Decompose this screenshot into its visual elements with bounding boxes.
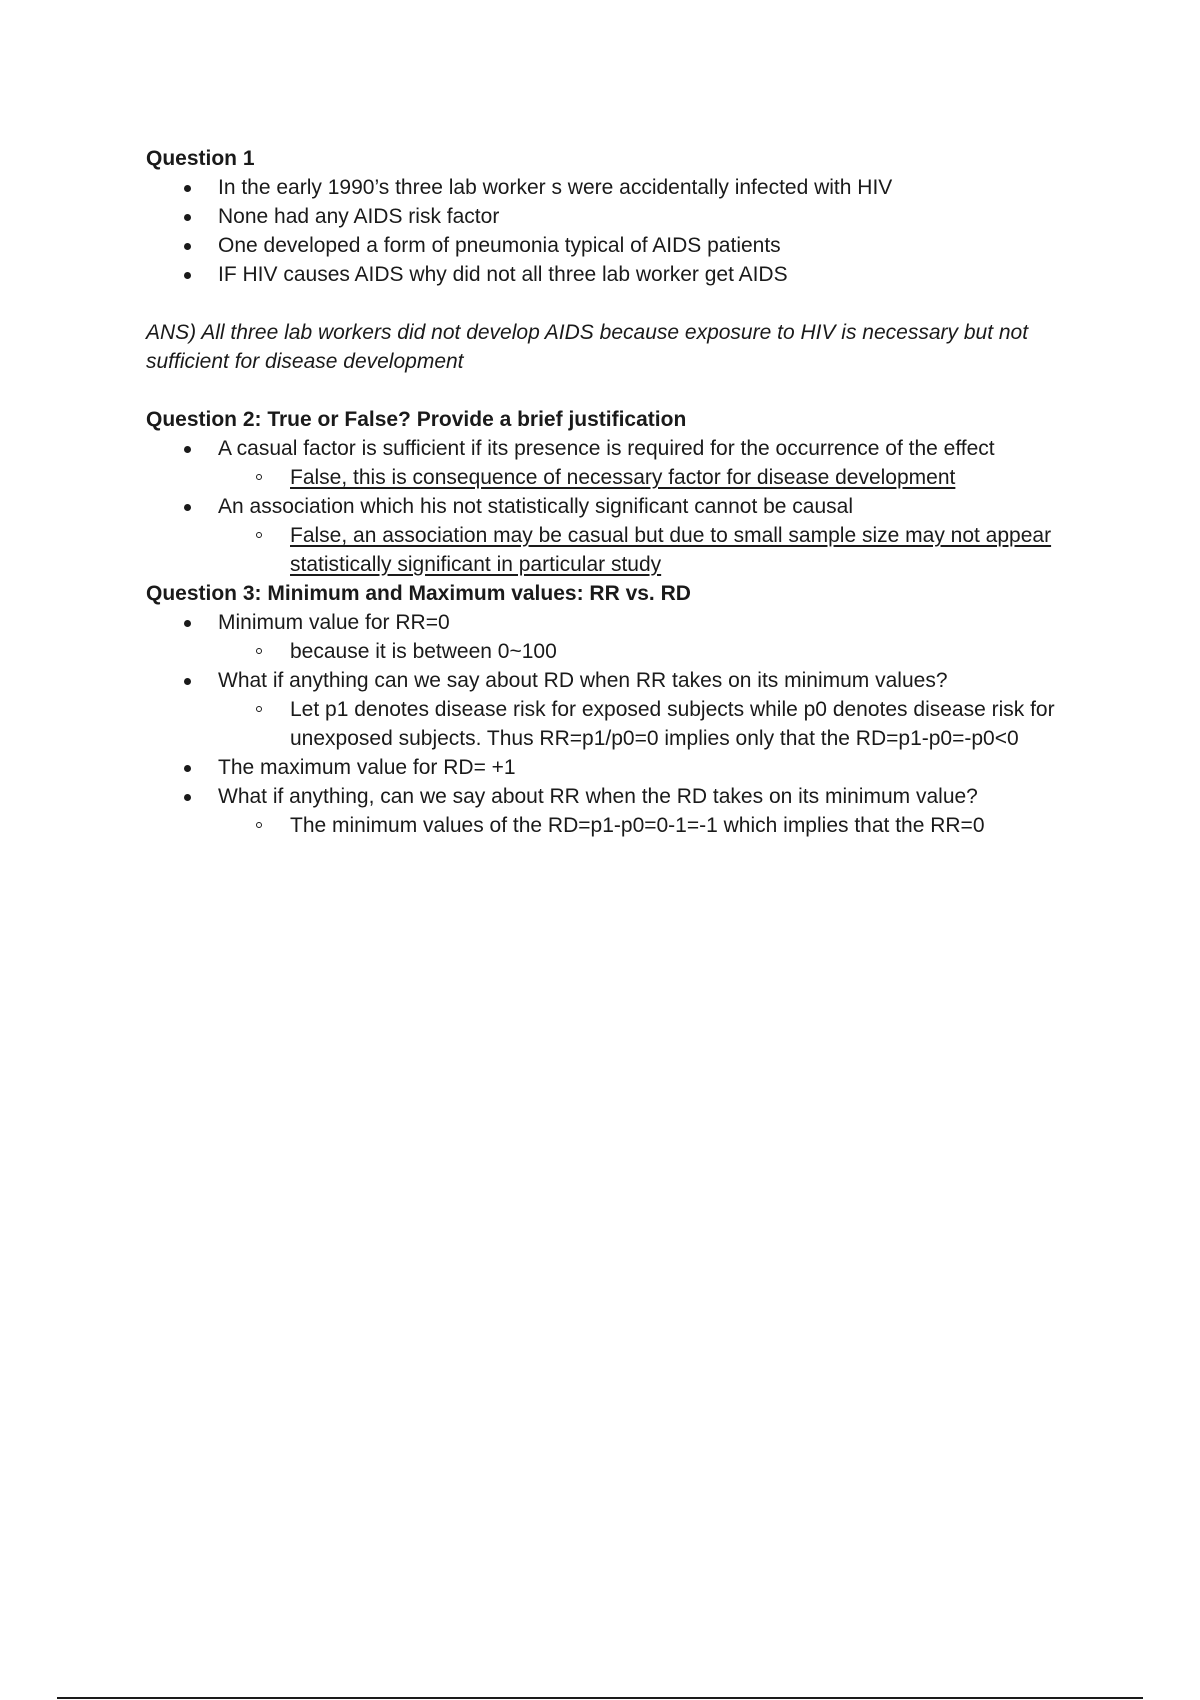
sub-list-item: False, this is consequence of necessary factor for disease development xyxy=(218,463,1086,492)
list-item: A casual factor is sufficient if its presence is required for the occurrence of the effect False, this is consequence of necessary factor for disease development xyxy=(146,434,1086,492)
bullet-dot-icon xyxy=(184,765,191,772)
bullet-dot-icon xyxy=(184,272,191,279)
question-1-bullets xyxy=(146,173,1086,289)
list-item: What if anything, can we say about RR when the RD takes on its minimum value? The minimum values of the RD=p1-p0=0-1=-1 which implies that the RR=0 xyxy=(146,782,1086,840)
hollow-bullet-icon xyxy=(256,648,262,654)
sub-list xyxy=(218,811,1086,840)
sub-list-item: Let p1 denotes disease risk for exposed subjects while p0 denotes disease risk for unexposed subjects. Thus RR=p1/p0=0 implies only that the RD=p1-p0=-p0<0 xyxy=(218,695,1086,753)
bullet-dot-icon xyxy=(184,243,191,250)
hollow-bullet-icon xyxy=(256,822,262,828)
question-2-title: Question 2: True or False? Provide a brief justification xyxy=(146,408,687,431)
question-1-answer: ANS) All three lab workers did not develop AIDS because exposure to HIV is necessary but not sufficient for disease development xyxy=(146,321,1029,373)
sub-list-item: The minimum values of the RD=p1-p0=0-1=-1 which implies that the RR=0 xyxy=(218,811,1086,840)
bullet-dot-icon xyxy=(184,185,191,192)
bullet-dot-icon xyxy=(184,620,191,627)
question-2-bullets xyxy=(146,434,1086,579)
list-item: In the early 1990’s three lab worker s were accidentally infected with HIV xyxy=(146,173,1086,202)
bullet-dot-icon xyxy=(184,678,191,685)
question-3-bullets xyxy=(146,608,1086,840)
bullet-dot-icon xyxy=(184,214,191,221)
sub-list xyxy=(218,521,1086,579)
bullet-dot-icon xyxy=(184,794,191,801)
sub-list xyxy=(218,463,1086,492)
question-3-title: Question 3: Minimum and Maximum values: RR vs. RD xyxy=(146,582,691,605)
list-item: An association which his not statistically significant cannot be causal False, an association may be casual but due to small sample size may not appear statistically significant in particular study xyxy=(146,492,1086,579)
list-item: What if anything can we say about RD when RR takes on its minimum values? Let p1 denotes disease risk for exposed subjects while p0 denotes disease risk for unexposed subjects. Thus RR=p1/p0=0 implies only that the RD=p1-p0=-p0<0 xyxy=(146,666,1086,753)
list-item: IF HIV causes AIDS why did not all three lab worker get AIDS xyxy=(146,260,1086,289)
sub-list xyxy=(218,695,1086,753)
page-bottom-divider xyxy=(57,1697,1143,1699)
list-item: The maximum value for RD= +1 xyxy=(146,753,1086,782)
sub-list xyxy=(218,637,1086,666)
hollow-bullet-icon xyxy=(256,706,262,712)
sub-list-item: False, an association may be casual but due to small sample size may not appear statistically significant in particular study xyxy=(218,521,1086,579)
bullet-dot-icon xyxy=(184,446,191,453)
document-body xyxy=(146,144,1086,840)
hollow-bullet-icon xyxy=(256,532,262,538)
list-item: None had any AIDS risk factor xyxy=(146,202,1086,231)
hollow-bullet-icon xyxy=(256,474,262,480)
question-1-title: Question 1 xyxy=(146,147,255,170)
sub-list-item: because it is between 0~100 xyxy=(218,637,1086,666)
bullet-dot-icon xyxy=(184,504,191,511)
list-item: Minimum value for RR=0 because it is between 0~100 xyxy=(146,608,1086,666)
list-item: One developed a form of pneumonia typical of AIDS patients xyxy=(146,231,1086,260)
